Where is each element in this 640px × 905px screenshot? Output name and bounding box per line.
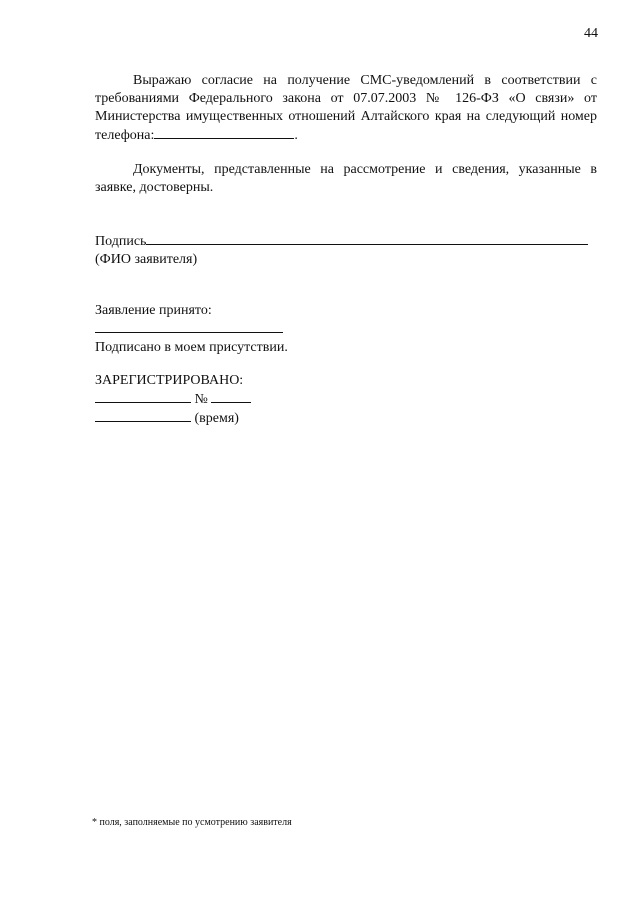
- accepted-label: Заявление принято:: [95, 303, 212, 318]
- phone-number-blank[interactable]: [154, 126, 294, 139]
- accepted-by-blank[interactable]: [95, 320, 283, 333]
- consent-end: .: [294, 128, 298, 143]
- signature-blank[interactable]: [146, 232, 588, 245]
- registration-date-blank[interactable]: [95, 390, 191, 403]
- registered-label: ЗАРЕГИСТРИРОВАНО:: [95, 373, 244, 388]
- time-label: (время): [194, 411, 239, 426]
- number-sign: №: [194, 392, 208, 407]
- registered-block: [95, 372, 597, 428]
- documents-paragraph: Документы, представленные на рассмотрение и сведения, указанные в заявке, достоверны.: [95, 162, 597, 195]
- applicant-fio-label: (ФИО заявителя): [95, 252, 198, 267]
- footnote: * поля, заполняемые по усмотрению заявителя: [92, 817, 292, 828]
- consent-paragraph: [95, 72, 597, 145]
- consent-text: Выражаю согласие на получение СМС-уведомлений в соответствии с требованиями Федерального закона от 07.07.2003 № 126-ФЗ «О связи» от Министерства имущественных отношений Алтайского края на следующий номер телефона:: [95, 73, 597, 143]
- registration-number-blank[interactable]: [211, 390, 251, 403]
- signed-in-presence-label: Подписано в моем присутствии.: [95, 340, 288, 355]
- signature-block: [95, 232, 597, 269]
- page-number: 44: [584, 26, 598, 41]
- registration-time-blank[interactable]: [95, 409, 191, 422]
- accepted-block: [95, 302, 597, 357]
- signature-label: Подпись: [95, 234, 147, 249]
